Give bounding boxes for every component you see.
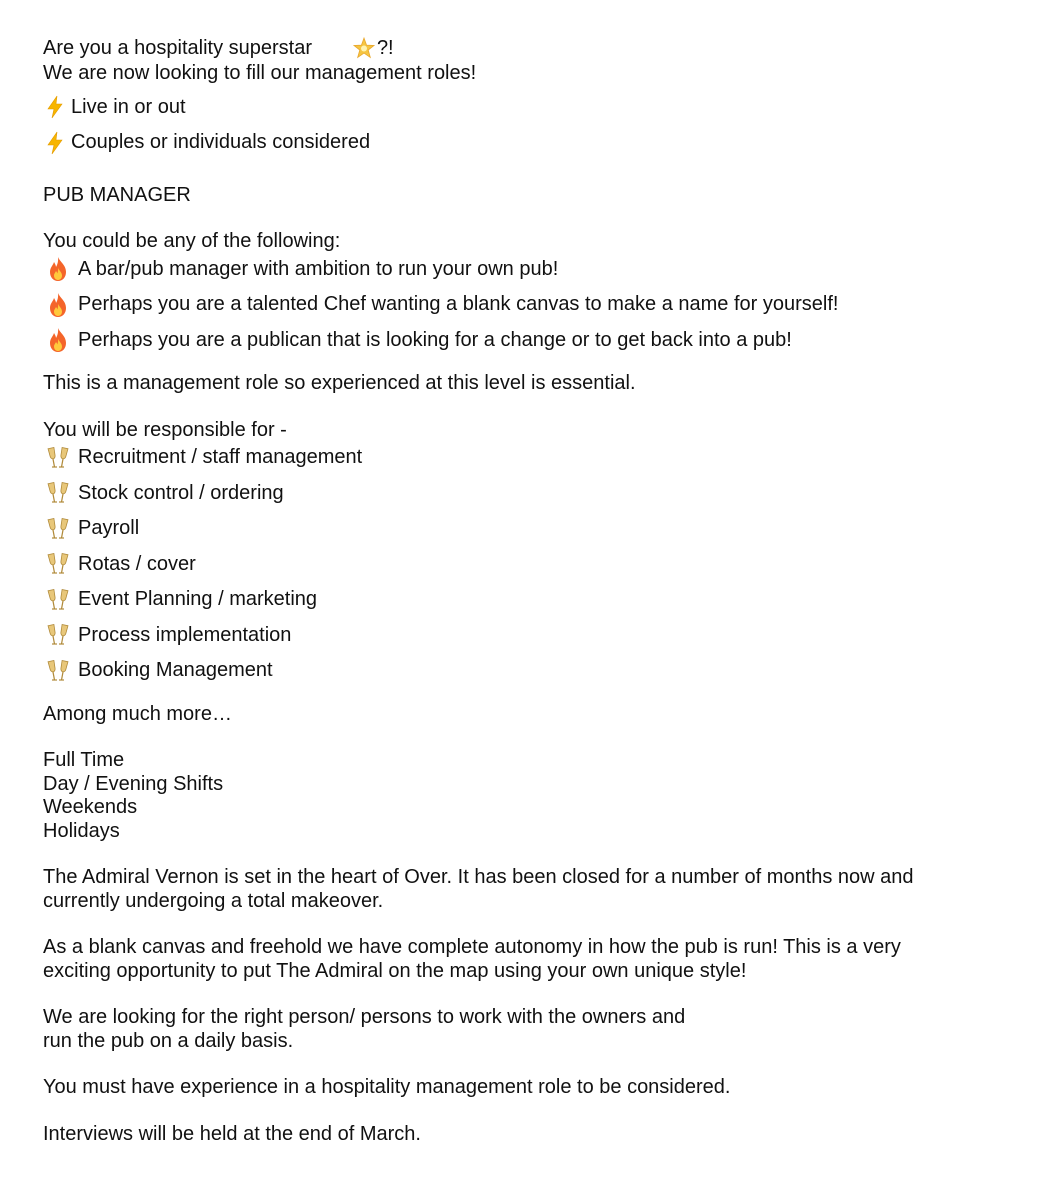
clinking-glasses-icon bbox=[43, 623, 73, 647]
clinking-glasses-icon bbox=[43, 552, 73, 576]
perk-text: Couples or individuals considered bbox=[71, 131, 371, 153]
list-item bbox=[43, 618, 1003, 654]
clinking-glasses-icon bbox=[43, 446, 73, 470]
list-item bbox=[43, 323, 1003, 359]
autonomy-paragraph bbox=[43, 936, 1003, 983]
responsibilities-intro: You will be responsible for - bbox=[43, 418, 287, 441]
schedule-item: Weekends bbox=[43, 796, 138, 818]
intro-headline bbox=[43, 36, 1003, 62]
perks-list bbox=[43, 90, 1003, 161]
intro-headline-text: Are you a hospitality superstar bbox=[43, 37, 318, 60]
responsibility-text: Payroll bbox=[78, 517, 140, 539]
responsibility-text: Stock control / ordering bbox=[78, 481, 284, 504]
list-item bbox=[43, 287, 1003, 323]
role-title: PUB MANAGER bbox=[43, 183, 191, 206]
responsibility-text: Booking Management bbox=[78, 659, 273, 681]
fire-icon bbox=[43, 293, 73, 317]
list-item bbox=[43, 440, 1003, 476]
paragraph-line: As a blank canvas and freehold we have complete autonomy in how the pub is run! This is a very bbox=[43, 936, 901, 958]
schedule-item: Full Time bbox=[43, 749, 125, 771]
schedule-item: Holidays bbox=[43, 819, 120, 842]
candidate-text: A bar/pub manager with ambition to run your own pub! bbox=[78, 257, 559, 280]
list-item bbox=[43, 511, 1003, 547]
candidates-list bbox=[43, 252, 1003, 359]
clinking-glasses-icon bbox=[43, 588, 73, 612]
list-item bbox=[43, 547, 1003, 583]
intro-subline: We are now looking to fill our management roles! bbox=[43, 62, 477, 84]
list-item bbox=[43, 476, 1003, 512]
lightning-icon bbox=[43, 95, 67, 119]
responsibility-text: Recruitment / staff management bbox=[78, 446, 363, 468]
fire-icon bbox=[43, 257, 73, 281]
paragraph-line: run the pub on a daily basis. bbox=[43, 1029, 294, 1052]
lightning-icon bbox=[43, 131, 67, 155]
schedule-list bbox=[43, 749, 1003, 843]
list-item bbox=[43, 252, 1003, 288]
list-item bbox=[43, 653, 1003, 689]
paragraph-line: We are looking for the right person/ persons to work with the owners and bbox=[43, 1006, 686, 1028]
candidate-text: Perhaps you are a talented Chef wanting a blank canvas to make a name for yourself! bbox=[78, 293, 839, 315]
schedule-item: Day / Evening Shifts bbox=[43, 772, 224, 795]
clinking-glasses-icon bbox=[43, 659, 73, 683]
interviews-paragraph: Interviews will be held at the end of March. bbox=[43, 1122, 421, 1145]
responsibility-text: Rotas / cover bbox=[78, 552, 196, 575]
list-item bbox=[43, 90, 1003, 126]
paragraph-line: The Admiral Vernon is set in the heart of Over. It has been closed for a number of months now and bbox=[43, 866, 914, 888]
perk-text: Live in or out bbox=[71, 95, 186, 118]
looking-paragraph bbox=[43, 1006, 1003, 1053]
paragraph-line: currently undergoing a total makeover. bbox=[43, 889, 384, 912]
list-item bbox=[43, 125, 1003, 161]
responsibility-text: Event Planning / marketing bbox=[78, 588, 318, 610]
intro-headline-suffix: ?! bbox=[376, 37, 394, 60]
venue-paragraph bbox=[43, 866, 1003, 913]
responsibilities-list bbox=[43, 440, 1003, 689]
clinking-glasses-icon bbox=[43, 481, 73, 505]
list-item bbox=[43, 582, 1003, 618]
requirement-paragraph: You must have experience in a hospitality management role to be considered. bbox=[43, 1076, 731, 1098]
paragraph-line: exciting opportunity to put The Admiral on the map using your own unique style! bbox=[43, 959, 747, 982]
job-advert bbox=[43, 36, 1003, 1146]
candidate-text: Perhaps you are a publican that is looking for a change or to get back into a pub! bbox=[78, 328, 792, 351]
among-more: Among much more… bbox=[43, 702, 232, 725]
fire-icon bbox=[43, 328, 73, 352]
clinking-glasses-icon bbox=[43, 517, 73, 541]
candidates-intro: You could be any of the following: bbox=[43, 230, 341, 252]
responsibility-text: Process implementation bbox=[78, 623, 292, 646]
experience-note: This is a management role so experienced at this level is essential. bbox=[43, 372, 636, 394]
